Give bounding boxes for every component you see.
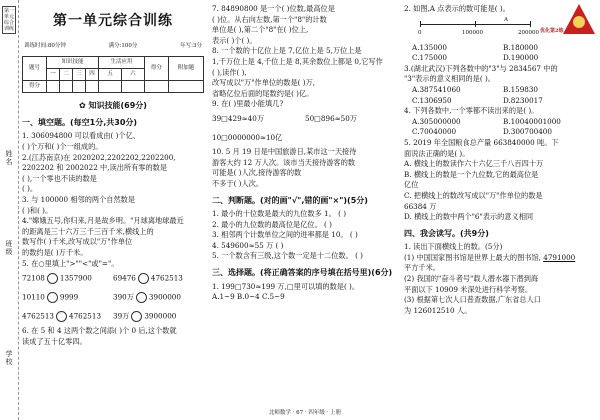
axis-tick-label: 200000 bbox=[518, 29, 539, 36]
judge-item: 4. 549600≈55 万 ( ) bbox=[212, 240, 284, 250]
score-cell[interactable] bbox=[59, 81, 72, 93]
question-line: 为 126012510 人。 bbox=[404, 305, 472, 315]
option[interactable]: C.175000 bbox=[412, 53, 447, 63]
option[interactable]: B.10040001000 bbox=[503, 116, 561, 126]
score-col-number: 二 bbox=[59, 69, 72, 81]
option[interactable]: C. 把横线上的数改写成以"万"作单位的数是 bbox=[404, 190, 543, 200]
part-3-title: 三、选择题。(将正确答案的序号填在括号里)(6分) bbox=[212, 268, 393, 278]
score-col-number: 六 bbox=[121, 69, 144, 81]
question-line: 3. 与 100000 相邻的两个自然数是 bbox=[22, 194, 136, 204]
question-line: 3.(湖北武汉)下列各数中的"3"与 2834567 中的 bbox=[404, 63, 558, 73]
full-score-label: 满分:100分 bbox=[108, 42, 138, 49]
writing-score-label: 年写:3分 bbox=[180, 42, 202, 49]
name-label: 姓名 bbox=[5, 150, 13, 166]
question-line: 7. 84890800 是一个( )位数,最高位是 bbox=[212, 4, 335, 13]
question-line: ( )和( )。 bbox=[22, 205, 53, 215]
column-3 bbox=[404, 4, 594, 412]
question-line: 的距离是三十六万三千三百千米,横线上的 bbox=[22, 226, 154, 236]
option[interactable]: A.305000000 bbox=[412, 116, 461, 126]
fill-item[interactable]: 50□896≈50万 bbox=[305, 113, 358, 123]
option-continued: 亿位 bbox=[404, 180, 419, 190]
score-table bbox=[22, 56, 204, 93]
compare-circle[interactable] bbox=[138, 273, 149, 284]
question-line: 9. 在( )里最小能填几? bbox=[212, 99, 284, 109]
choice-options: A.1~9 B.0~4 C.5~9 bbox=[212, 292, 285, 302]
choice-item: 1. 199□730≈199 万,□里可以填的数是( )。 bbox=[212, 281, 360, 291]
judge-item: 2. 最小的九位数的最高位是亿位。 ( ) bbox=[212, 219, 332, 229]
question-line: (3) 根据第七次人口普查数据,广东省总人口 bbox=[404, 295, 541, 305]
option[interactable]: A.135000 bbox=[412, 42, 447, 52]
comparison-item: 10110 9999 bbox=[22, 292, 79, 302]
question-line: "3"表示的意义相同的是( )。 bbox=[404, 74, 495, 84]
section-knowledge-title: ✿ 知识技能(69分) bbox=[79, 101, 147, 111]
unit-tag: 第一单元综合训练 bbox=[3, 8, 14, 32]
score-cell[interactable] bbox=[121, 81, 144, 93]
score-col-number: 一 bbox=[46, 69, 59, 81]
binding-strip bbox=[0, 0, 19, 420]
score-group-score: 得分 bbox=[144, 57, 168, 81]
compare-circle[interactable] bbox=[47, 273, 58, 284]
question-line: 表示( )个( )。 bbox=[212, 35, 257, 45]
brand-logo-icon bbox=[561, 2, 597, 38]
question-line: 改写成以"万"作单位的数是( )万, bbox=[212, 78, 316, 88]
score-group-knowledge: 知识技能 bbox=[46, 57, 98, 69]
meta-row bbox=[24, 41, 202, 52]
option[interactable]: A. 横线上的数读作六十六亿三千八百四十万 bbox=[404, 159, 544, 169]
compare-circle[interactable] bbox=[47, 292, 58, 303]
comparison-item: 4762513 4762513 bbox=[22, 311, 102, 321]
question-line: 5. 2019 年全国粮食总产量 663840000 吨。下 bbox=[404, 137, 559, 147]
option-continued: 66384 万 bbox=[404, 201, 437, 211]
part-2-title: 二、判断题。(对的画"√",错的画"×")(5分) bbox=[212, 195, 368, 205]
question-line: ( )。 bbox=[22, 184, 38, 194]
question-line: (2) 我国的"奋斗者号"载人潜水器下潜到海 bbox=[404, 274, 539, 284]
question-line: ( )位。从右向左数,第一个"8"的计数 bbox=[212, 14, 327, 24]
question-line: 平面以下 10909 米深处进行科学考察。 bbox=[404, 284, 533, 294]
fill-item[interactable]: 39□429≈40万 bbox=[212, 113, 265, 123]
fill-item[interactable]: 10□0000000≈10亿 bbox=[212, 132, 283, 142]
score-cell[interactable] bbox=[98, 81, 121, 93]
option[interactable]: B.180000 bbox=[503, 42, 539, 52]
part-4-title: 四、我会读写。(共9分) bbox=[404, 228, 489, 238]
score-cell[interactable] bbox=[72, 81, 85, 93]
axis-tick bbox=[420, 21, 421, 27]
question-line: 5. 在○里填上">""<"或"="。 bbox=[22, 258, 119, 268]
option[interactable]: D.190000 bbox=[503, 53, 539, 63]
question-line: 6. 在 5 和 4 这两个数之间添( )个 0 后,这个数就 bbox=[22, 326, 177, 336]
question-line: 可能是( )人次,接待游客的数 bbox=[212, 168, 302, 178]
school-label: 学校 bbox=[5, 350, 13, 366]
judge-item: 3. 相邻两个计数单位之间的进率都是 10。 ( ) bbox=[212, 230, 358, 240]
question-line: 2202202 和 2002022 中,读出所有零的数是 bbox=[22, 163, 168, 173]
option[interactable]: D.300700400 bbox=[503, 127, 552, 137]
score-row-label: 得分 bbox=[23, 81, 47, 93]
question-line: 1,千万位上是 4,千位上是 8,其余数位上都是 0,它写作 bbox=[212, 56, 383, 66]
fill-grid bbox=[212, 114, 398, 143]
column-1 bbox=[22, 4, 204, 412]
judge-item: 1. 最小的十位数是最大的九位数多 1。 ( ) bbox=[212, 209, 346, 219]
question-line: ( ),一个零也不读的数是 bbox=[22, 173, 97, 183]
score-cell[interactable] bbox=[168, 81, 203, 93]
question-line: 数写作( )千米,改写成以"万"作单位 bbox=[22, 237, 133, 247]
page-footer: 北师数学 · 67 · 四年级 · 上册 bbox=[268, 410, 342, 416]
score-col-number: 五 bbox=[98, 69, 121, 81]
part-1-title: 一、填空题。(每空1分,共30分) bbox=[22, 117, 138, 127]
axis-tick bbox=[475, 21, 476, 27]
compare-circle[interactable] bbox=[136, 292, 147, 303]
brand-logo-text: 优化第2练 bbox=[540, 28, 564, 34]
underlined-number: 4791000 bbox=[543, 252, 576, 262]
score-cell[interactable] bbox=[85, 81, 98, 93]
question-line: 省略亿位后面的尾数约是( )亿。 bbox=[212, 88, 314, 98]
score-group-extra: 附加题 bbox=[168, 57, 203, 81]
point-a-label: A bbox=[504, 16, 508, 23]
options-grid bbox=[412, 117, 594, 138]
comparison-grid bbox=[22, 273, 204, 322]
question-line: 10. 5 月 19 日是中国旅游日,某市这一天接待 bbox=[212, 147, 357, 157]
compare-circle[interactable] bbox=[131, 311, 142, 322]
question-line: 4. 下列各数中,一个零都不读出来的是( )。 bbox=[404, 106, 539, 116]
score-cell[interactable] bbox=[144, 81, 168, 93]
axis-tick-label: 0 bbox=[418, 29, 422, 36]
score-col-number: 三 bbox=[72, 69, 85, 81]
comparison-item: 390万 3900000 bbox=[113, 292, 181, 302]
question-line: 的数约是( )万千米。 bbox=[22, 247, 88, 257]
score-table-row-label: 题号 bbox=[23, 57, 47, 81]
question-line: 单位是( ),第二个"8"在( )位上, bbox=[212, 25, 309, 35]
page-title: 第一单元综合训练 bbox=[53, 13, 173, 29]
question-line: 1. 306094800 可以看成由( )个亿、 bbox=[22, 131, 140, 141]
question-line: 游客大约 12 万人次。该市当天接待游客的数 bbox=[212, 157, 356, 167]
question-line: (1) 中国国家图书馆是世界上最大的图书馆, 4791000 bbox=[404, 252, 576, 262]
question-line: 不多于( )人次。 bbox=[212, 178, 264, 188]
question-line: 2. 如图,A 点表示的数可能是( )。 bbox=[404, 4, 510, 13]
axis-tick bbox=[530, 21, 531, 27]
question-line: 面说法正确的是( )。 bbox=[404, 148, 470, 158]
question-line: 平方千米。 bbox=[404, 263, 440, 273]
option[interactable]: D.8230017 bbox=[503, 95, 543, 105]
axis-tick-label: 100000 bbox=[462, 29, 483, 36]
comparison-item: 69476 4762513 bbox=[113, 273, 183, 283]
question-line: 8. 一个数的十亿位上是 7,亿位上是 5,万位上是 bbox=[212, 46, 362, 56]
option[interactable]: C.1306950 bbox=[412, 95, 452, 105]
score-col-number: 四 bbox=[85, 69, 98, 81]
option[interactable]: B.159830 bbox=[503, 84, 539, 94]
question-line: 1. 读出下面横线上的数。(5分) bbox=[404, 242, 503, 252]
comparison-item: 39万 3900000 bbox=[113, 311, 177, 321]
question-line: 读成了五十亿零四。 bbox=[22, 336, 87, 346]
option[interactable]: C.70040000 bbox=[412, 127, 457, 137]
question-line: ( ),读作( ), bbox=[212, 67, 247, 77]
option[interactable]: A.387541060 bbox=[412, 84, 461, 94]
score-cell[interactable] bbox=[46, 81, 59, 93]
question-line: 2.(江苏南京)在 2020202,2202202,2202200, bbox=[22, 152, 176, 162]
class-label: 班级 bbox=[5, 240, 13, 256]
comparison-item: 72108 1357900 bbox=[22, 273, 92, 283]
judge-item: 5. 一个数含有三级,这个数一定是十二位数。 ( ) bbox=[212, 251, 363, 261]
time-label: 训练时间:80分钟 bbox=[24, 42, 66, 49]
option[interactable]: B. 横线上的数是一个九位数,它的最高位是 bbox=[404, 169, 539, 179]
score-group-application: 生活应用 bbox=[98, 57, 144, 69]
question-line: 4."嫦娥五号,你归来,月是故乡明。"月球离地球最近 bbox=[22, 216, 184, 226]
column-2 bbox=[212, 4, 398, 412]
option[interactable]: D. 横线上的数中两个"6"表示的意义相同 bbox=[404, 212, 534, 222]
options-grid bbox=[412, 43, 594, 64]
options-grid bbox=[412, 85, 594, 106]
question-line: ( )个万和( )个一组成的。 bbox=[22, 141, 103, 151]
compare-circle[interactable] bbox=[56, 311, 67, 322]
